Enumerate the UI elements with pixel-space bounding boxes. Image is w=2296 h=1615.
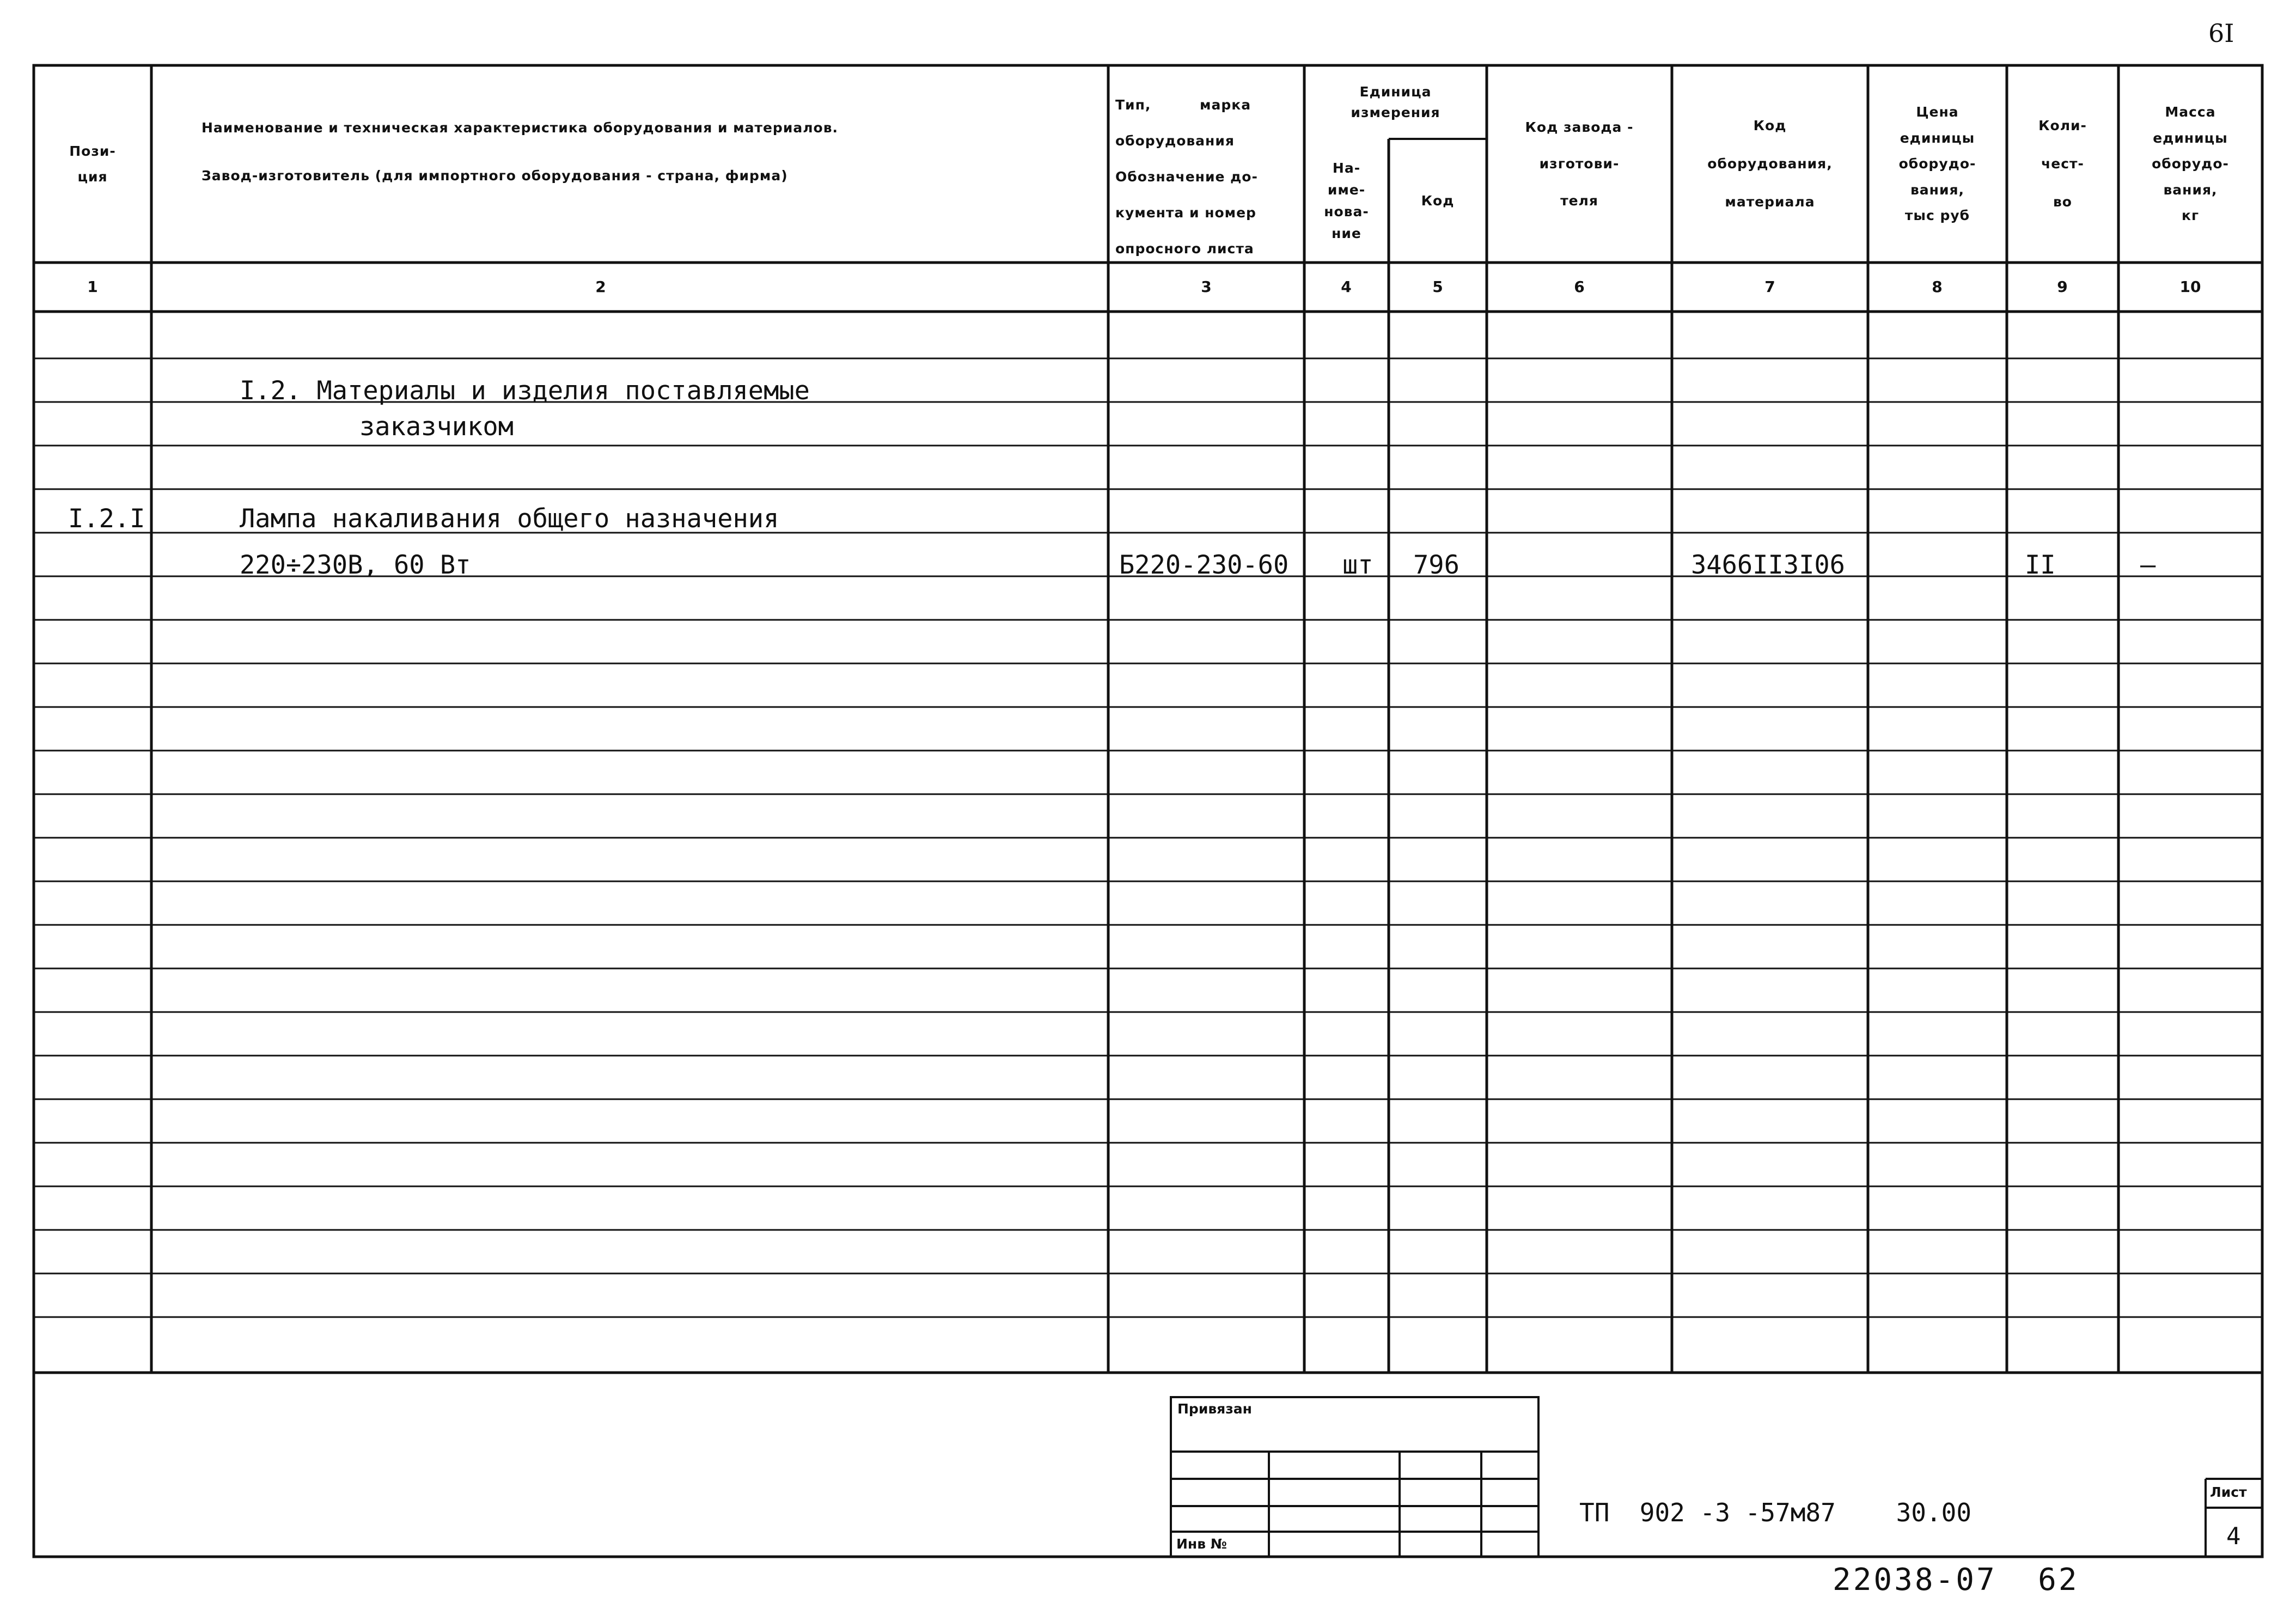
header-material-code: Код оборудования, материала [1707, 118, 1833, 210]
column-number-2: 2 [595, 278, 606, 296]
header-type-b: оборудования [1115, 133, 1235, 149]
stamp-tied-label: Привязан [1177, 1401, 1252, 1417]
item-material-code: 3466II3I06 [1691, 550, 1845, 580]
item-unit-code: 796 [1413, 550, 1460, 580]
column-number-7: 7 [1764, 278, 1775, 296]
item-name-line2: 220÷230В, 60 Вт [240, 550, 471, 580]
column-number-5: 5 [1432, 278, 1443, 296]
header-type [1115, 87, 1300, 267]
header-name-line1: Наименование и техническая характеристика оборудования и материалов. [201, 120, 839, 136]
header-name-line2: Завод-изготовитель (для импортного оборудования - страна, фирма) [201, 168, 788, 184]
column-number-8: 8 [1932, 278, 1943, 296]
page-number: 6I [2208, 19, 2234, 48]
column-number-10: 10 [2179, 278, 2201, 296]
header-name [185, 109, 1100, 191]
header-type-e: опросного листа [1115, 241, 1254, 257]
item-type: Б220-230-60 [1119, 550, 1289, 580]
stamp-sheet-label: Лист [2210, 1484, 2247, 1500]
header-type-d: кумента и номер [1115, 205, 1256, 221]
item-position: I.2.I [68, 504, 145, 534]
column-number-3: 3 [1201, 278, 1212, 296]
stamp-inv-label: Инв № [1176, 1536, 1227, 1552]
header-mass: Масса единицы оборудо- вания, кг [2152, 104, 2229, 224]
item-name-line1: Лампа накаливания общего назначения [240, 504, 779, 534]
header-unit-group: Единица измерения [1351, 84, 1440, 120]
column-number-6: 6 [1574, 278, 1585, 296]
header-type-c: Обозначение до- [1115, 169, 1258, 185]
item-quantity: II [2025, 550, 2056, 580]
column-number-4: 4 [1341, 278, 1352, 296]
item-unit-name: шт [1342, 550, 1373, 580]
stamp-sheet-number: 4 [2226, 1522, 2241, 1550]
column-number-9: 9 [2057, 278, 2068, 296]
header-type-a: Тип, марка [1115, 97, 1251, 113]
column-number-1: 1 [87, 278, 98, 296]
header-manufacturer-code: Код завода - изготови- теля [1525, 119, 1634, 209]
header-unit-code: Код [1421, 192, 1455, 209]
header-position: Пози- ция [69, 143, 116, 185]
header-quantity: Коли- чест- во [2038, 118, 2087, 210]
archive-number: 22038-07 62 [1833, 1562, 2079, 1598]
header-unit-name: На- име- нова- ние [1324, 160, 1369, 241]
section-title-line2: заказчиком [359, 412, 514, 442]
item-mass: – [2140, 550, 2156, 580]
header-price: Цена единицы оборудо- вания, тыс руб [1898, 104, 1976, 224]
section-title-line1: I.2. Материалы и изделия поставляемые [240, 376, 810, 406]
document-code: ТП 902 -3 -57м87 30.00 [1579, 1498, 1972, 1527]
